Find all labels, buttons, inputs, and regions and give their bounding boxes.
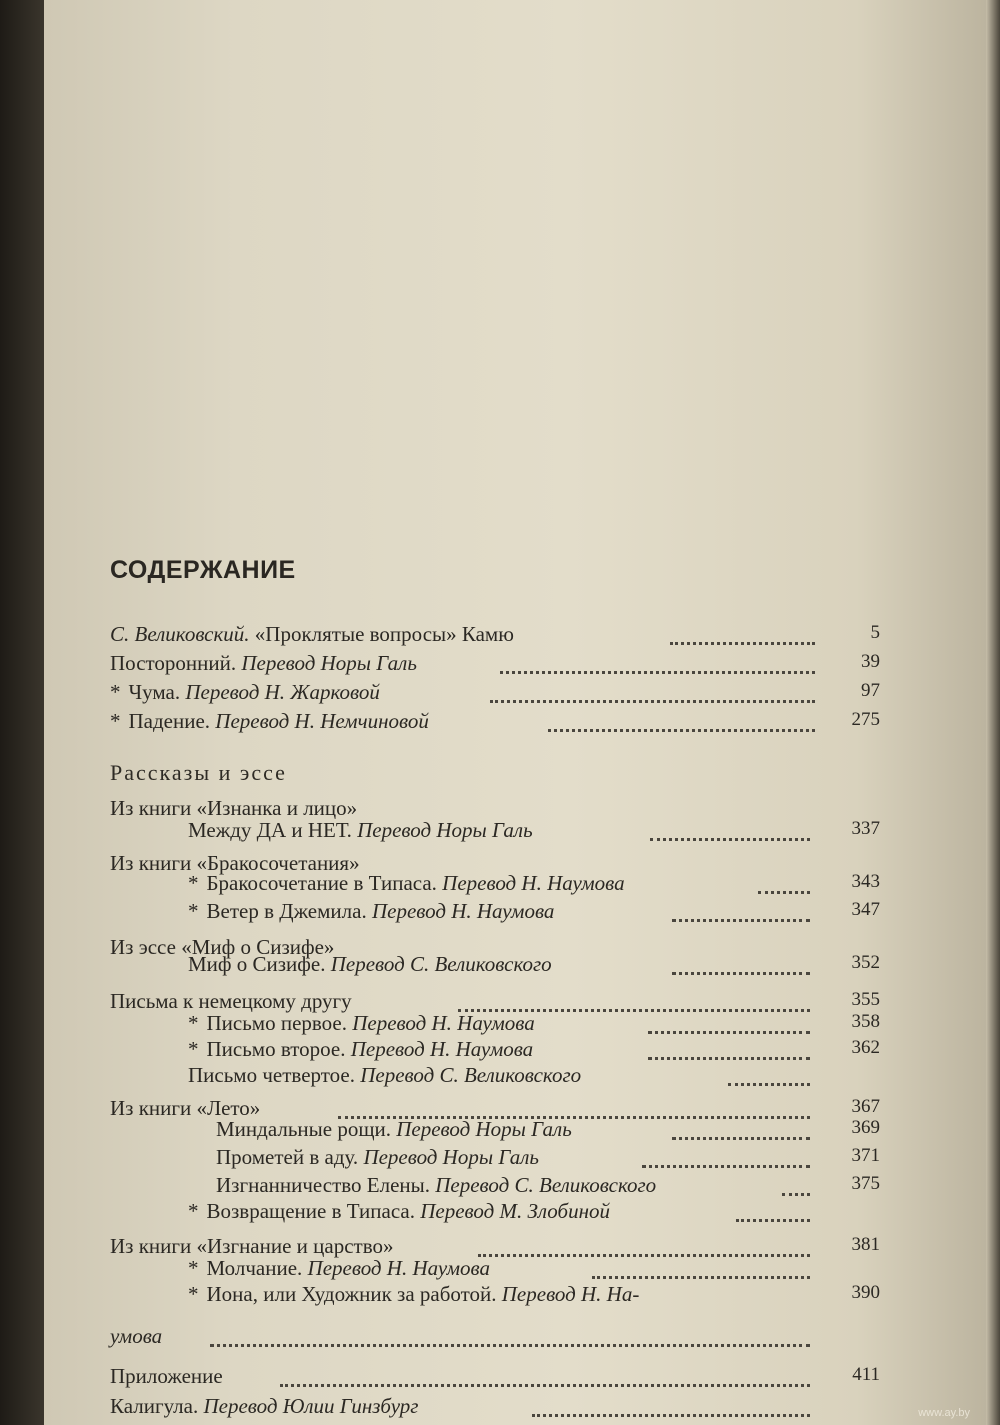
asterisk-marker: * <box>110 709 121 733</box>
toc-entry-translator: Перевод С. Великовского <box>325 952 552 976</box>
page-number: 39 <box>861 651 880 672</box>
toc-entry-translator: Перевод Н. Наумова <box>366 899 555 923</box>
dot-leader <box>670 628 815 645</box>
toc-entry-title <box>110 680 380 705</box>
toc-entry-name: Приложение <box>110 1364 223 1388</box>
page-number: 375 <box>851 1173 880 1194</box>
dot-leader <box>758 877 810 894</box>
toc-entry-translator: Перевод Норы Галь <box>236 651 417 675</box>
toc-entry <box>0 1256 880 1284</box>
toc-heading: СОДЕРЖАНИЕ <box>110 556 296 584</box>
dot-leader <box>592 1262 810 1279</box>
toc-entry-title <box>216 1173 656 1198</box>
toc-entry-name: Бракосочетание в Типаса. <box>206 871 437 895</box>
toc-entry-name: Чума. <box>128 680 181 704</box>
toc-entry-name: Иона, или Художник за работой. <box>206 1282 497 1306</box>
toc-entry-translator: Перевод С. Великовского <box>354 1063 582 1087</box>
page-number: 352 <box>851 952 880 973</box>
toc-entry-name: Изгнанничество Елены. <box>216 1173 430 1197</box>
toc-entry-name: Прометей в аду. <box>216 1145 359 1169</box>
toc-entry <box>0 651 880 679</box>
dot-leader <box>782 1179 810 1196</box>
dot-leader <box>736 1205 810 1222</box>
asterisk-marker: * <box>188 1011 199 1035</box>
toc-entry-title <box>188 871 625 896</box>
toc-entry-title <box>110 1394 418 1419</box>
toc-entry-translator: Перевод Н. Жарковой <box>180 680 380 704</box>
page-number: 381 <box>851 1234 880 1255</box>
toc-entry-author: С. Великовский. <box>110 622 250 646</box>
toc-entry-translator: умова <box>110 1324 163 1348</box>
page-number: 367 <box>851 1096 880 1117</box>
page-number: 371 <box>851 1145 880 1166</box>
toc-entry-name: Возвращение в Типаса. <box>206 1199 415 1223</box>
toc-entry-name: Из книги «Изгнание и царство» <box>110 1234 394 1258</box>
toc-entry <box>0 1063 880 1091</box>
toc-entry <box>0 1145 880 1173</box>
page-number: 343 <box>851 871 880 892</box>
toc-entry-title <box>188 1282 639 1307</box>
toc-entry <box>0 1037 880 1065</box>
asterisk-marker: * <box>188 1037 199 1061</box>
toc-entry-translator: Перевод М. Злобиной <box>415 1199 610 1223</box>
page-number: 275 <box>851 709 880 730</box>
asterisk-marker: * <box>188 899 199 923</box>
page-number: 97 <box>861 680 880 701</box>
toc-entry-translator: Перевод Юлии Гинзбург <box>198 1394 419 1418</box>
page-number: 390 <box>851 1282 880 1303</box>
toc-entry-title <box>216 1117 572 1142</box>
toc-entry-title <box>110 1324 162 1349</box>
dot-leader <box>210 1330 810 1347</box>
toc-entry <box>0 1199 880 1227</box>
toc-entry-name: Молчание. <box>206 1256 303 1280</box>
toc-entry-translator: Перевод Н. На- <box>496 1282 640 1306</box>
toc-entry-title <box>188 1199 610 1224</box>
toc-entry-title <box>110 709 429 734</box>
asterisk-marker: * <box>188 1282 199 1306</box>
toc-entry-name: «Проклятые вопросы» Камю <box>249 622 514 646</box>
toc-entry-name: Калигула. <box>110 1394 199 1418</box>
toc-entry <box>0 1324 880 1352</box>
toc-entry-title <box>110 651 417 676</box>
toc-entry-title <box>110 622 514 647</box>
toc-entry-name: Ветер в Джемила. <box>206 899 367 923</box>
toc-entry-name: Из книги «Бракосочетания» <box>110 851 360 875</box>
dot-leader <box>548 715 815 732</box>
dot-leader <box>478 1240 810 1257</box>
page-number: 347 <box>851 899 880 920</box>
toc-entry <box>0 1364 880 1392</box>
toc-entry-name: Из эссе «Миф о Сизифе» <box>110 935 335 959</box>
toc-entry-translator: Перевод Н. Наумова <box>345 1037 534 1061</box>
dot-leader <box>280 1370 810 1387</box>
dot-leader <box>672 1123 810 1140</box>
toc-entry-translator: Перевод Норы Галь <box>390 1117 572 1141</box>
page-number: 358 <box>851 1011 880 1032</box>
toc-entry-translator: Перевод Н. Наумова <box>436 871 625 895</box>
toc-entry-translator: Перевод Норы Галь <box>351 818 533 842</box>
dot-leader <box>728 1069 810 1086</box>
dot-leader <box>650 824 810 841</box>
dot-leader <box>500 657 815 674</box>
dot-leader <box>672 958 810 975</box>
asterisk-marker: * <box>188 1199 199 1223</box>
toc-entry-title <box>188 1256 490 1281</box>
toc-entry-title <box>188 1037 533 1062</box>
toc-entry-name: Письмо первое. <box>206 1011 347 1035</box>
toc-entry <box>0 1117 880 1145</box>
toc-entry <box>0 899 880 927</box>
toc-entry-title <box>188 952 552 977</box>
page-number: 355 <box>851 989 880 1010</box>
asterisk-marker: * <box>188 1256 199 1280</box>
dot-leader <box>532 1400 810 1417</box>
toc-entry-title <box>188 1063 581 1088</box>
asterisk-marker: * <box>110 680 121 704</box>
toc-entry <box>0 1282 880 1310</box>
toc-entry <box>0 952 880 980</box>
toc-entry <box>0 709 880 737</box>
toc-entry-translator: Перевод Н. Наумова <box>302 1256 491 1280</box>
toc-entry-name: Падение. <box>128 709 211 733</box>
toc-entry-title <box>110 1364 223 1389</box>
toc-entry-name: Между ДА и НЕТ. <box>188 818 352 842</box>
toc-entry-name: Миндальные рощи. <box>216 1117 391 1141</box>
toc-entry-title <box>188 899 554 924</box>
dot-leader <box>490 686 815 703</box>
page-number: 362 <box>851 1037 880 1058</box>
toc-entry <box>0 1011 880 1039</box>
toc-entry-name: Миф о Сизифе. <box>188 952 326 976</box>
toc-entry-name: Письмо второе. <box>206 1037 346 1061</box>
toc-entry-name: Посторонний. <box>110 651 237 675</box>
toc-entry-name: Письмо четвертое. <box>188 1063 355 1087</box>
page-number: 369 <box>851 1117 880 1138</box>
toc-entry-translator: Перевод С. Великовского <box>430 1173 657 1197</box>
toc-entry-translator: Перевод Н. Наумова <box>347 1011 535 1035</box>
watermark: www.ay.by <box>918 1407 970 1419</box>
toc-entry-title <box>216 1145 539 1170</box>
asterisk-marker: * <box>188 871 199 895</box>
toc-entry-translator: Перевод Норы Галь <box>358 1145 539 1169</box>
toc-entry-name: Из книги «Лето» <box>110 1096 261 1120</box>
page-number: 5 <box>870 622 880 643</box>
dot-leader <box>458 995 810 1012</box>
toc-entry <box>0 818 880 846</box>
toc-entry <box>0 871 880 899</box>
section-title: Рассказы и эссе <box>110 760 287 785</box>
dot-leader <box>648 1017 810 1034</box>
toc-entry-name: Из книги «Изнанка и лицо» <box>110 796 358 820</box>
page-right-edge <box>986 0 1000 1425</box>
toc-entry-translator: Перевод Н. Немчиновой <box>210 709 429 733</box>
toc-entry <box>0 680 880 708</box>
page-number: 337 <box>851 818 880 839</box>
dot-leader <box>672 905 810 922</box>
toc-entry-title <box>188 818 533 843</box>
page-number: 411 <box>852 1364 880 1385</box>
toc-entry-name: Письма к немецкому другу <box>110 989 352 1013</box>
toc-entry-title <box>188 1011 535 1036</box>
dot-leader <box>648 1043 810 1060</box>
dot-leader <box>642 1151 810 1168</box>
toc-entry <box>0 1173 880 1201</box>
toc-entry <box>0 622 880 650</box>
toc-entry <box>0 1394 880 1422</box>
